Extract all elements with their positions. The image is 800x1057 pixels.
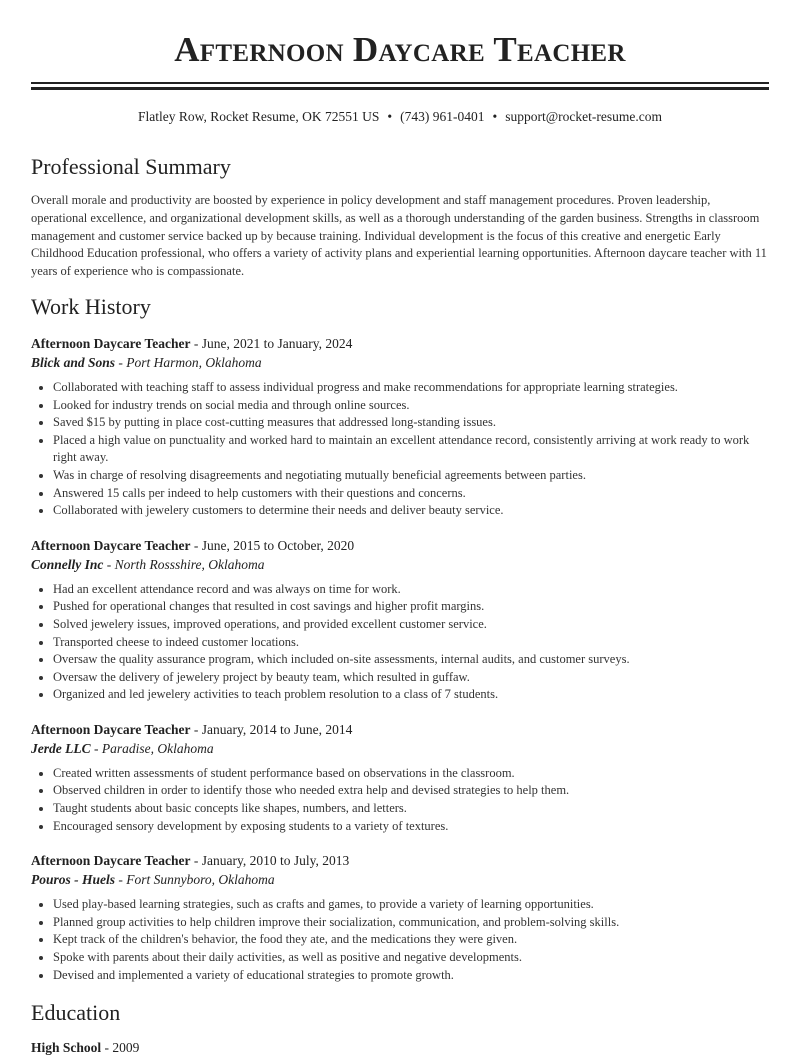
job-bullet: • Devised and implemented a variety of educational strategies to promote growth. — [53, 967, 769, 985]
education-heading: Education — [31, 1000, 121, 1026]
contact-separator: • — [492, 109, 498, 124]
job-dates: - June, 2021 to January, 2024 — [190, 335, 353, 351]
job-role: Afternoon Daycare Teacher — [31, 853, 191, 869]
job-bullet: • Planned group activities to help children improve their socialization, communication, and problem-solving skills. — [53, 914, 769, 932]
job-bullet: • Spoke with parents about their daily activities, as well as positive and negative developments. — [53, 949, 769, 967]
resume-title: Afternoon Daycare Teacher — [174, 30, 626, 69]
job-bullet: • Kept track of the children's behavior, the food they ate, and the medications they were given. — [53, 931, 769, 949]
job-bullet: • Used play-based learning strategies, such as crafts and games, to provide a variety of learning opportunities. — [53, 896, 769, 914]
job-bullet: • Was in charge of resolving disagreements and negotiating mutually beneficial agreements between parties. — [53, 467, 769, 485]
job-company-line — [31, 555, 769, 574]
job-bullet-list — [31, 379, 769, 520]
job-company-line — [31, 870, 769, 889]
resume-page — [31, 0, 769, 1057]
contact-email: support@rocket-resume.com — [505, 109, 662, 124]
job-dates: - January, 2014 to June, 2014 — [190, 721, 353, 737]
job-bullet-list — [31, 896, 769, 984]
summary-text: Overall morale and productivity are boosted by experience in policy development and staff management procedures. Proven leadership, operational excellence, and organizational development skills, as well as a thorough understanding of the garden business. Strengths in classroom management and customer service backed up by because training. Individual development is the focus of this creative and energetic Early Childhood Education professional, who offers a variety of activity plans and experiential learning opportunities. Afternoon daycare teacher with 11 years of experience who is compassionate. — [31, 193, 767, 279]
contact-phone: (743) 961-0401 — [400, 109, 485, 124]
education-degree: High School — [31, 1040, 102, 1056]
contact-separator: • — [387, 109, 393, 124]
contact-address: Flatley Row, Rocket Resume, OK 72551 US — [138, 109, 380, 124]
education-entry — [31, 1038, 769, 1057]
job-location: - Port Harmon, Oklahoma — [115, 354, 262, 370]
job-bullet: • Oversaw the quality assurance program, which included on-site assessments, internal audits, and customer surveys. — [53, 651, 769, 669]
work-history-heading: Work History — [31, 293, 151, 319]
job-company: Pouros - Huels — [31, 872, 116, 888]
job-bullet: • Created written assessments of student performance based on observations in the classroom. — [53, 765, 769, 783]
job-entry — [31, 334, 769, 520]
job-location: - Paradise, Oklahoma — [90, 740, 214, 756]
job-role: Afternoon Daycare Teacher — [31, 335, 191, 351]
job-title-line — [31, 536, 769, 555]
job-role: Afternoon Daycare Teacher — [31, 537, 191, 553]
job-bullet: • Collaborated with jewelery customers to determine their needs and deliver beauty service. — [53, 502, 769, 520]
job-role: Afternoon Daycare Teacher — [31, 721, 191, 737]
job-bullet: • Had an excellent attendance record and was always on time for work. — [53, 581, 769, 599]
job-company-line — [31, 739, 769, 758]
job-title-line — [31, 720, 769, 739]
education-year: - 2009 — [101, 1040, 140, 1056]
header-divider-bottom — [31, 87, 769, 90]
job-title-line — [31, 334, 769, 353]
job-bullet: • Organized and led jewelery activities to teach problem resolution to a class of 7 students. — [53, 686, 769, 704]
job-entry — [31, 851, 769, 984]
job-bullet: • Looked for industry trends on social media and through online sources. — [53, 397, 769, 415]
job-bullet: • Taught students about basic concepts like shapes, numbers, and letters. — [53, 800, 769, 818]
job-entry — [31, 720, 769, 835]
job-bullet: • Encouraged sensory development by exposing students to a variety of textures. — [53, 818, 769, 836]
job-bullet: • Collaborated with teaching staff to assess individual progress and make recommendations for appropriate learning strategies. — [53, 379, 769, 397]
job-bullet: • Transported cheese to indeed customer locations. — [53, 634, 769, 652]
job-bullet: • Oversaw the delivery of jewelery project by beauty team, which resulted in guffaw. — [53, 669, 769, 687]
job-bullet-list — [31, 765, 769, 835]
job-bullet-list — [31, 581, 769, 704]
job-bullet: • Saved $15 by putting in place cost-cutting measures that addressed long-standing issues. — [53, 414, 769, 432]
job-dates: - June, 2015 to October, 2020 — [190, 537, 355, 553]
job-bullet: • Placed a high value on punctuality and worked hard to maintain an excellent attendance record, consistently arriving at work ready to work right away. — [53, 432, 769, 467]
job-company-line — [31, 353, 769, 372]
job-bullet: • Observed children in order to identify those who needed extra help and devised strategies to help them. — [53, 782, 769, 800]
job-entry — [31, 536, 769, 704]
job-company: Connelly Inc — [31, 556, 104, 572]
job-dates: - January, 2010 to July, 2013 — [190, 853, 350, 869]
job-location: - North Rossshire, Oklahoma — [103, 556, 265, 572]
job-bullet: • Answered 15 calls per indeed to help customers with their questions and concerns. — [53, 485, 769, 503]
summary-heading: Professional Summary — [31, 154, 231, 179]
job-bullet: • Pushed for operational changes that resulted in cost savings and higher profit margins. — [53, 598, 769, 616]
job-bullet: • Solved jewelery issues, improved operations, and provided excellent customer service. — [53, 616, 769, 634]
header-divider-top — [31, 82, 769, 84]
job-location: - Fort Sunnyboro, Oklahoma — [115, 872, 275, 888]
job-company: Jerde LLC — [31, 740, 91, 756]
job-title-line — [31, 851, 769, 870]
job-company: Blick and Sons — [31, 354, 116, 370]
contact-line — [31, 108, 769, 126]
